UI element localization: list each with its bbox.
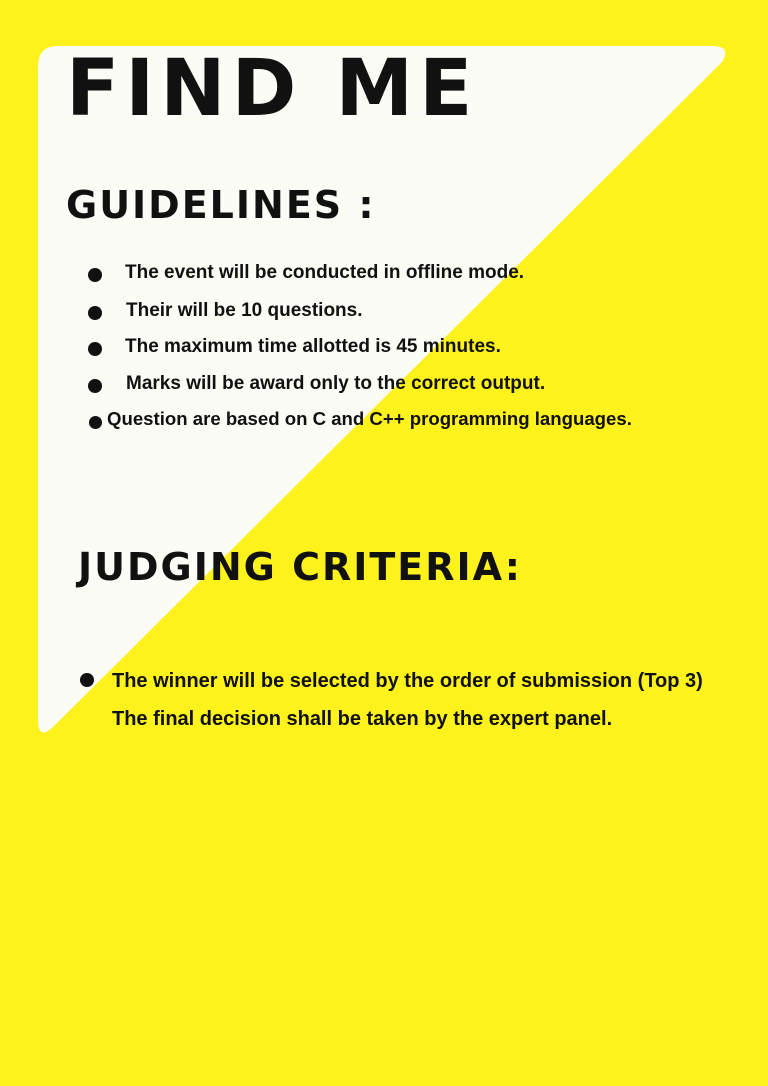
guideline-text: Their will be 10 questions. — [126, 300, 363, 321]
guideline-text: The event will be conducted in offline mode. — [125, 262, 525, 283]
guideline-text: Marks will be award only to the correct output. — [126, 373, 546, 394]
guideline-text: Question are based on C and C++ programming languages. — [107, 408, 632, 429]
bullet-icon — [88, 268, 102, 282]
judging-criteria-heading: JUDGING CRITERIA: — [78, 545, 522, 589]
bullet-icon — [89, 416, 102, 429]
judging-criteria-text: The winner will be selected by the order of submission (Top 3) The final decision shall be taken by the expert panel. — [112, 670, 703, 730]
bullet-icon — [88, 342, 102, 356]
bullet-icon — [88, 379, 102, 393]
guideline-text: The maximum time allotted is 45 minutes. — [125, 336, 501, 357]
bullet-icon — [80, 673, 94, 687]
page-title: FIND ME — [66, 44, 479, 134]
guidelines-heading: GUIDELINES : — [66, 183, 376, 227]
bullet-icon — [88, 306, 102, 320]
